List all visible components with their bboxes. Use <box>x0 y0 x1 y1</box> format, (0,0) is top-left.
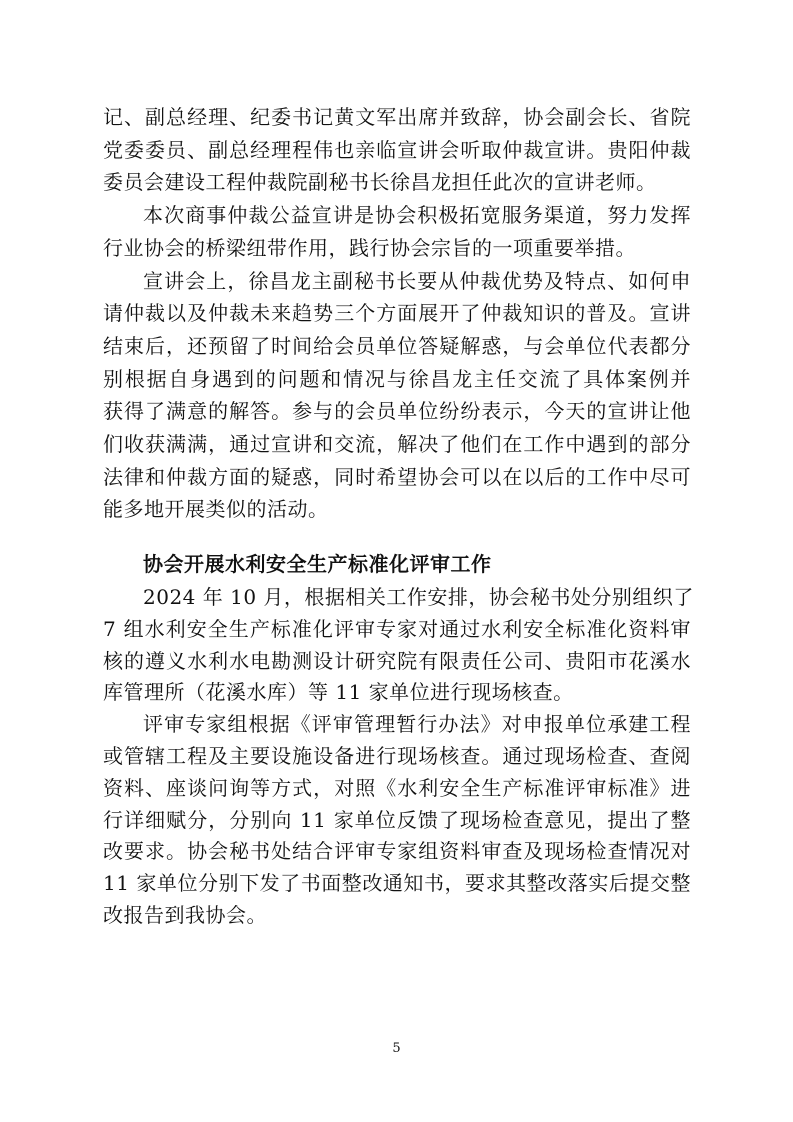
paragraph-line: 本次商事仲裁公益宣讲是协会积极拓宽服务渠道，努力发挥 <box>143 203 691 227</box>
paragraph-line: 记、副总经理、纪委书记黄文军出席并致辞，协会副会长、省院 <box>103 105 691 129</box>
paragraph-line: 改报告到我协会。 <box>103 903 267 927</box>
paragraph-line: 结束后，还预留了时间给会员单位答疑解惑，与会单位代表都分 <box>103 334 691 358</box>
paragraph-line: 请仲裁以及仲裁未来趋势三个方面展开了仲裁知识的普及。宣讲 <box>103 301 691 325</box>
paragraph-line: 委员会建设工程仲裁院副秘书长徐昌龙担任此次的宣讲老师。 <box>103 170 657 194</box>
paragraph-line: 改要求。协会秘书处结合评审专家组资料审查及现场检查情况对 <box>103 839 691 863</box>
paragraph-line: 们收获满满，通过宣讲和交流，解决了他们在工作中遇到的部分 <box>103 432 691 456</box>
section-heading: 协会开展水利安全生产标准化评审工作 <box>143 552 492 576</box>
page-number: 5 <box>392 1041 401 1056</box>
paragraph-line: 别根据自身遇到的问题和情况与徐昌龙主任交流了具体案例并 <box>103 367 691 391</box>
paragraph-line: 7 组水利安全生产标准化评审专家对通过水利安全标准化资料审 <box>103 617 691 641</box>
paragraph-line: 或管辖工程及主要设施设备进行现场核查。通过现场检查、查阅 <box>103 744 691 768</box>
paragraph-line: 法律和仲裁方面的疑惑，同时希望协会可以在以后的工作中尽可 <box>103 465 691 489</box>
paragraph-line: 党委委员、副总经理程伟也亲临宣讲会听取仲裁宣讲。贵阳仲裁 <box>103 138 691 162</box>
paragraph-line: 资料、座谈问询等方式，对照《水利安全生产标准评审标准》进 <box>103 776 691 800</box>
paragraph-line: 11 家单位分别下发了书面整改通知书，要求其整改落实后提交整 <box>103 871 691 895</box>
paragraph-line: 行业协会的桥梁纽带作用，践行协会宗旨的一项重要举措。 <box>103 236 636 260</box>
paragraph-line: 评审专家组根据《评审管理暂行办法》对申报单位承建工程 <box>143 712 691 736</box>
paragraph-line: 宣讲会上，徐昌龙主副秘书长要从仲裁优势及特点、如何申 <box>143 269 691 293</box>
paragraph-line: 核的遵义水利水电勘测设计研究院有限责任公司、贵阳市花溪水 <box>103 649 691 673</box>
paragraph-line: 库管理所（花溪水库）等 11 家单位进行现场核查。 <box>103 680 574 704</box>
paragraph-line: 能多地开展类似的活动。 <box>103 497 329 521</box>
paragraph-line: 行详细赋分，分别向 11 家单位反馈了现场检查意见，提出了整 <box>103 808 691 832</box>
paragraph-line: 获得了满意的解答。参与的会员单位纷纷表示，今天的宣讲让他 <box>103 399 691 423</box>
paragraph-line: 2024 年 10 月，根据相关工作安排，协会秘书处分别组织了 <box>143 585 694 609</box>
